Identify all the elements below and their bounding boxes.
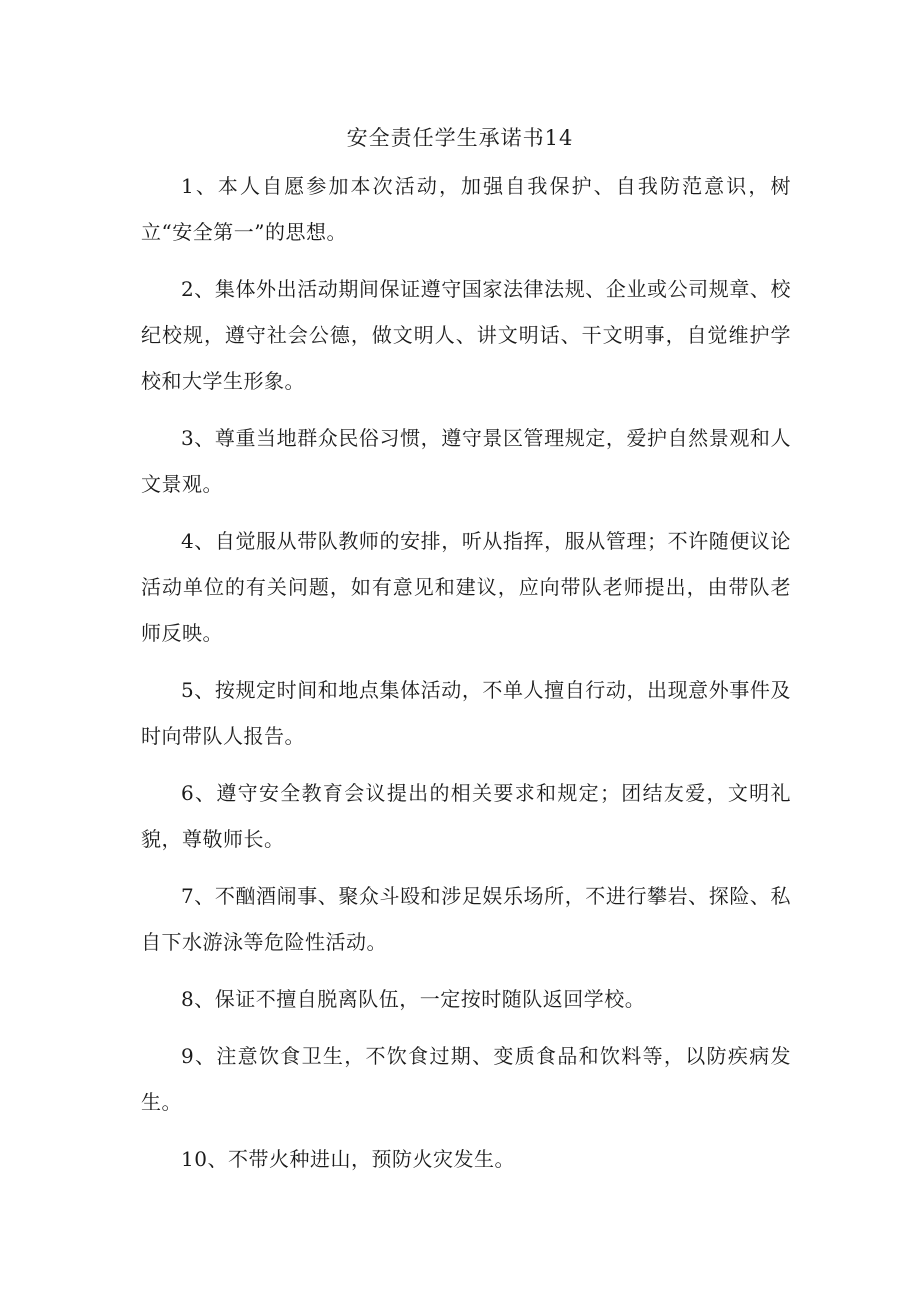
paragraph-3: 3、尊重当地群众民俗习惯，遵守景区管理规定，爱护自然景观和人文景观。 — [141, 426, 791, 496]
paragraph-2: 2、集体外出活动期间保证遵守国家法律法规、企业或公司规章、校纪校规，遵守社会公德，做文明人、讲文明话、干文明事，自觉维护学校和大学生形象。 — [141, 277, 791, 393]
paragraph-7: 7、不酗酒闹事、聚众斗殴和涉足娱乐场所，不进行攀岩、探险、私自下水游泳等危险性活动。 — [141, 884, 791, 954]
paragraph-1: 1、本人自愿参加本次活动，加强自我保护、自我防范意识，树立“安全第一”的思想。 — [141, 174, 791, 244]
paragraph-4: 4、自觉服从带队教师的安排，听从指挥，服从管理；不许随便议论活动单位的有关问题，如有意见和建议，应向带队老师提出，由带队老师反映。 — [141, 529, 791, 645]
paragraph-10: 10、不带火种进山，预防火灾发生。 — [181, 1147, 515, 1171]
paragraph-6: 6、遵守安全教育会议提出的相关要求和规定；团结友爱，文明礼貌，尊敬师长。 — [141, 781, 791, 851]
document-body — [141, 163, 791, 1193]
document-title: 安全责任学生承诺书14 — [346, 126, 574, 150]
paragraph-8: 8、保证不擅自脱离队伍，一定按时随队返回学校。 — [181, 987, 646, 1011]
paragraph-9: 9、注意饮食卫生，不饮食过期、变质食品和饮料等，以防疾病发生。 — [141, 1044, 791, 1114]
paragraph-5: 5、按规定时间和地点集体活动，不单人擅自行动，出现意外事件及时向带队人报告。 — [141, 678, 791, 748]
